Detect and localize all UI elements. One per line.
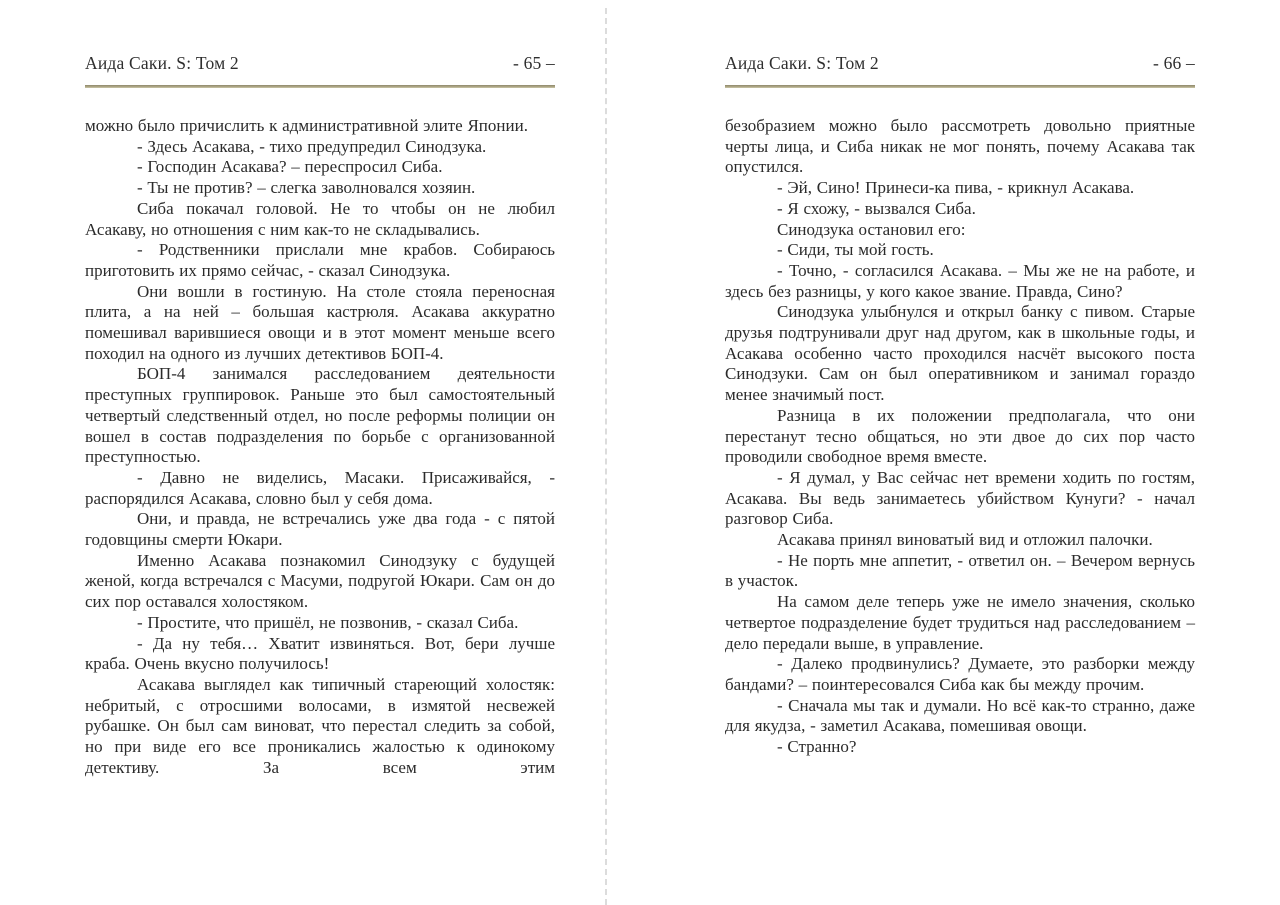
- paragraph: - Странно?: [777, 737, 857, 757]
- paragraph: - Родственники прислали мне крабов. Собираюсь приготовить их прямо сейчас, - сказал Синодзука.: [85, 240, 555, 280]
- page-number: - 66 –: [1152, 53, 1195, 73]
- running-title: Аида Саки. S: Том 2: [725, 53, 879, 73]
- paragraph: - Эй, Сино! Принеси-ка пива, - крикнул Асакава.: [777, 178, 1135, 198]
- paragraph: Синодзука остановил его:: [777, 219, 966, 239]
- page-body: [85, 116, 555, 779]
- paragraph: - Ты не против? – слегка заволновался хозяин.: [137, 178, 476, 198]
- paragraph: Разница в их положении предполагала, что они перестанут тесно общаться, но эти двое до сих пор часто проводили свободное время вместе.: [725, 405, 1195, 467]
- paragraph: Они вошли в гостиную. На столе стояла переносная плита, а на ней – большая кастрюля. Асакава аккуратно помешивал варившиеся овощи и в этот момент меньше всего походил на одного из лучших детективов БОП-4.: [85, 281, 555, 363]
- paragraph: Именно Асакава познакомил Синодзуку с будущей женой, когда встречался с Масуми, подругой Юкари. Сам он до сих пор оставался холостяком.: [85, 550, 555, 612]
- page-right: [725, 0, 1195, 905]
- running-title: Аида Саки. S: Том 2: [85, 53, 239, 73]
- paragraph: На самом деле теперь уже не имело значения, сколько четвертое подразделение будет трудиться над расследованием – дело передали выше, в управление.: [725, 592, 1195, 653]
- paragraph: - Я схожу, - вызвался Сиба.: [777, 198, 976, 218]
- paragraph: - Сначала мы так и думали. Но всё как-то странно, даже для якудза, - заметил Асакава, помешивая овощи.: [725, 695, 1195, 736]
- paragraph: - Здесь Асакава, - тихо предупредил Синодзука.: [137, 136, 487, 156]
- paragraph: БОП-4 занимался расследованием деятельности преступных группировок. Раньше это был самостоятельный четвертый следственный отдел, но после реформы полиции он вошел в состав подразделения по борьбе с организованной преступностью.: [85, 364, 555, 467]
- page-header: [85, 53, 555, 74]
- page-header: [725, 53, 1195, 74]
- paragraph: - Простите, что пришёл, не позвонив, - сказал Сиба.: [137, 612, 519, 632]
- paragraph: Сиба покачал головой. Не то чтобы он не любил Асакаву, но отношения с ним как-то не складывались.: [85, 198, 555, 239]
- paragraph: - Не порть мне аппетит, - ответил он. – Вечером вернусь в участок.: [725, 550, 1195, 591]
- page-left: [85, 0, 555, 905]
- header-rule: [725, 85, 1195, 88]
- paragraph: Они, и правда, не встречались уже два года - с пятой годовщины смерти Юкари.: [85, 509, 555, 550]
- page-divider: [605, 8, 607, 905]
- paragraph: - Да ну тебя… Хватит извиняться. Вот, бери лучше краба. Очень вкусно получилось!: [85, 633, 555, 674]
- paragraph: - Далеко продвинулись? Думаете, это разборки между бандами? – поинтересовался Сиба как бы между прочим.: [725, 654, 1195, 694]
- header-rule: [85, 85, 555, 88]
- page-number: - 65 –: [512, 53, 555, 73]
- paragraph: - Сиди, ты мой гость.: [777, 240, 934, 260]
- paragraph: Асакава выглядел как типичный стареющий холостяк: небритый, с отросшими волосами, в измятой несвежей рубашке. Он был сам виноват, что перестал следить за собой, но при виде его все проникались жалостью к одинокому детективу. За всем этим: [85, 674, 555, 777]
- paragraph: - Господин Асакава? – переспросил Сиба.: [137, 157, 443, 177]
- paragraph: - Давно не виделись, Масаки. Присаживайся, - распорядился Асакава, словно был у себя дома.: [85, 467, 555, 508]
- paragraph: - Точно, - согласился Асакава. – Мы же не на работе, и здесь без разницы, у кого какое звание. Правда, Сино?: [725, 260, 1195, 301]
- paragraph: безобразием можно было рассмотреть довольно приятные черты лица, и Сиба никак не мог понять, почему Асакава так опустился.: [725, 116, 1195, 177]
- paragraph: можно было причислить к административной элите Японии.: [85, 116, 528, 135]
- paragraph: Асакава принял виноватый вид и отложил палочки.: [777, 530, 1153, 550]
- page-body: [725, 116, 1195, 758]
- paragraph: - Я думал, у Вас сейчас нет времени ходить по гостям, Асакава. Вы ведь занимаетесь убийством Кунуги? - начал разговор Сиба.: [725, 467, 1195, 529]
- paragraph: Синодзука улыбнулся и открыл банку с пивом. Старые друзья подтрунивали друг над другом, как в школьные годы, и Асакава особенно часто проходился насчёт высокого поста Синодзуки. Сам он был оперативником и занимал гораздо менее значимый пост.: [725, 302, 1195, 405]
